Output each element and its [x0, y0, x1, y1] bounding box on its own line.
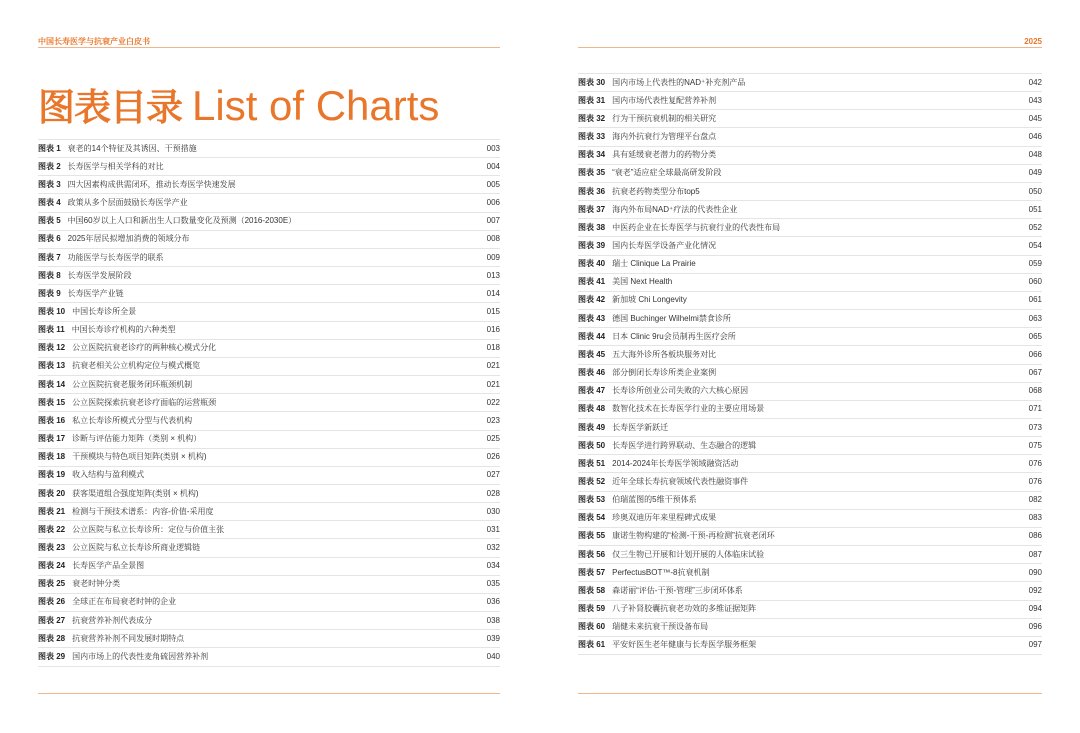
toc-entry-label: 图表 57 — [578, 567, 606, 577]
toc-entry-label: 图表 42 — [578, 295, 606, 305]
toc-entry-page: 021 — [486, 361, 500, 371]
toc-entry-page: 025 — [486, 434, 500, 444]
toc-entry-label: 图表 50 — [578, 440, 606, 450]
toc-entry-page: 045 — [1028, 113, 1042, 123]
toc-entry-label: 图表 31 — [578, 95, 606, 105]
toc-entry-label: 图表 61 — [578, 640, 606, 650]
toc-entry-label: 图表 7 — [38, 252, 61, 262]
toc-entry-title: 国内市场上的代表性麦角硫因营养补剂 — [72, 651, 209, 661]
toc-entry-page: 008 — [486, 234, 500, 244]
toc-entry-label: 图表 26 — [38, 597, 66, 607]
toc-entry-title: 国内市场代表性复配营养补剂 — [612, 95, 717, 105]
toc-entry-title: 近年全球长寿抗衰领域代表性融资事件 — [612, 477, 749, 487]
toc-entry[interactable] — [578, 219, 1042, 237]
toc-entry-page: 034 — [486, 561, 500, 571]
toc-entry-label: 图表 59 — [578, 604, 606, 614]
toc-entry-label: 图表 29 — [38, 651, 66, 661]
toc-entry-title: 衰老的14个特征及其诱因、干预措施 — [67, 143, 197, 153]
toc-entry-page: 049 — [1028, 168, 1042, 178]
toc-entry[interactable] — [578, 437, 1042, 455]
toc-entry-page: 052 — [1028, 222, 1042, 232]
toc-entry-title: 中医药企业在长寿医学与抗衰行业的代表性布局 — [612, 222, 781, 232]
toc-entry-label: 图表 9 — [38, 288, 61, 298]
footer-rule-left — [38, 693, 500, 694]
toc-entry-title: 2014-2024年长寿医学领域融资活动 — [612, 458, 739, 468]
toc-entry-page: 042 — [1028, 77, 1042, 87]
toc-entry-title: 检测与干预技术谱系：内容-价值-采用度 — [72, 506, 214, 516]
toc-entry-page: 071 — [1028, 404, 1042, 414]
toc-entry-page: 007 — [486, 216, 500, 226]
toc-entry-title: 公立医院与私立长寿诊所商业逻辑链 — [72, 543, 201, 553]
toc-entry-page: 076 — [1028, 458, 1042, 468]
header-rule-left — [38, 47, 500, 48]
toc-entry-label: 图表 36 — [578, 186, 606, 196]
toc-entry[interactable] — [38, 612, 500, 630]
toc-entry-page: 009 — [486, 252, 500, 262]
toc-entry-page: 006 — [486, 198, 500, 208]
toc-entry-page: 015 — [486, 306, 500, 316]
toc-entry[interactable] — [38, 630, 500, 648]
toc-entry[interactable] — [578, 401, 1042, 419]
toc-entry-title: 长寿医学发展阶段 — [67, 270, 132, 280]
toc-entry[interactable] — [578, 637, 1042, 655]
toc-entry[interactable] — [578, 74, 1042, 92]
toc-entry-title: 新加坡 Chi Longevity — [612, 295, 687, 305]
toc-entry-label: 图表 14 — [38, 379, 66, 389]
toc-entry-page: 096 — [1028, 622, 1042, 632]
toc-entry-page: 028 — [486, 488, 500, 498]
toc-entry-page: 023 — [486, 415, 500, 425]
toc-entry-title: 中国长寿诊疗机构的六种类型 — [71, 325, 176, 335]
toc-entry-title: 长寿医学产品全景图 — [72, 561, 145, 571]
toc-entry-title: 伯瑞蓝图的5维干预体系 — [612, 495, 697, 505]
toc-entry[interactable] — [38, 340, 500, 358]
toc-entry-title: 长寿医学进行跨界联动、生态融合的逻辑 — [612, 440, 757, 450]
toc-entry-page: 039 — [486, 633, 500, 643]
toc-entry-page: 046 — [1028, 132, 1042, 142]
toc-entry-title: 诊断与评估能力矩阵（类别 × 机构） — [72, 434, 202, 444]
toc-entry-label: 图表 60 — [578, 622, 606, 632]
chart-list-right — [578, 73, 1042, 655]
toc-entry-title: 康诺生物构建的“检测-干预-再检测”抗衰老闭环 — [612, 531, 775, 541]
toc-entry[interactable] — [578, 274, 1042, 292]
toc-entry-page: 066 — [1028, 349, 1042, 359]
toc-entry-label: 图表 34 — [578, 150, 606, 160]
toc-entry-title: 衰老时钟分类 — [72, 579, 121, 589]
toc-entry-title: 功能医学与长寿医学的联系 — [67, 252, 164, 262]
toc-entry-label: 图表 48 — [578, 404, 606, 414]
toc-entry-label: 图表 35 — [578, 168, 606, 178]
toc-entry-page: 040 — [486, 651, 500, 661]
toc-entry-title: 抗衰老药物类型分布top5 — [612, 186, 700, 196]
toc-entry-title: 获客渠道组合强度矩阵(类别 × 机构) — [72, 488, 199, 498]
toc-entry[interactable] — [578, 292, 1042, 310]
toc-entry[interactable] — [578, 619, 1042, 637]
running-header-title: 中国长寿医学与抗衰产业白皮书 — [38, 37, 150, 46]
toc-entry-page: 097 — [1028, 640, 1042, 650]
toc-entry-title: 国内市场上代表性的NAD⁺补充剂产品 — [612, 77, 746, 87]
toc-entry-label: 图表 30 — [578, 77, 606, 87]
toc-entry-page: 087 — [1028, 549, 1042, 559]
toc-entry-label: 图表 22 — [38, 524, 66, 534]
toc-entry-page: 005 — [486, 179, 500, 189]
toc-entry-page: 065 — [1028, 331, 1042, 341]
toc-entry[interactable] — [38, 176, 500, 194]
toc-entry-label: 图表 16 — [38, 415, 66, 425]
toc-entry[interactable] — [38, 539, 500, 557]
page-title — [38, 82, 498, 130]
toc-entry-label: 图表 39 — [578, 240, 606, 250]
toc-entry-page: 083 — [1028, 513, 1042, 523]
toc-entry-title: 抗衰营养补剂不同发展时期特点 — [72, 633, 185, 643]
toc-entry-label: 图表 38 — [578, 222, 606, 232]
toc-entry-page: 031 — [486, 524, 500, 534]
toc-entry-label: 图表 11 — [38, 325, 65, 335]
toc-entry-page: 016 — [486, 325, 500, 335]
toc-entry[interactable] — [578, 110, 1042, 128]
toc-entry-title: “衰老”适应症全球最高研发阶段 — [612, 168, 722, 178]
toc-entry-page: 059 — [1028, 259, 1042, 269]
toc-entry-title: 公立医院抗衰老服务闭环瓶颈机制 — [72, 379, 193, 389]
toc-entry-title: 全球正在布局衰老时钟的企业 — [72, 597, 177, 607]
toc-entry-page: 094 — [1028, 604, 1042, 614]
toc-entry-page: 014 — [486, 288, 500, 298]
toc-entry[interactable] — [38, 485, 500, 503]
toc-entry-label: 图表 49 — [578, 422, 606, 432]
toc-entry[interactable] — [578, 383, 1042, 401]
toc-entry-title: 中国60岁以上人口和新出生人口数量变化及预测（2016-2030E） — [67, 216, 297, 226]
toc-entry-title: 五大海外诊所各板块服务对比 — [612, 349, 717, 359]
toc-entry-page: 067 — [1028, 368, 1042, 378]
toc-entry-page: 061 — [1028, 295, 1042, 305]
toc-entry-title: 平安好医生老年健康与长寿医学服务框架 — [612, 640, 757, 650]
toc-entry[interactable] — [578, 165, 1042, 183]
toc-entry[interactable] — [38, 521, 500, 539]
chart-list-left — [38, 139, 500, 667]
page-title-zh: 图表目录 — [38, 87, 182, 128]
toc-entry-title: 私立长寿诊所模式分型与代表机构 — [72, 415, 193, 425]
toc-entry[interactable] — [578, 128, 1042, 146]
toc-entry-page: 092 — [1028, 585, 1042, 595]
toc-entry-page: 021 — [486, 379, 500, 389]
toc-entry-page: 050 — [1028, 186, 1042, 196]
footer-rule-right — [578, 693, 1042, 694]
toc-entry-title: 具有延缓衰老潜力的药物分类 — [612, 150, 717, 160]
toc-entry[interactable] — [578, 582, 1042, 600]
toc-entry-label: 图表 13 — [38, 361, 66, 371]
toc-entry-title: 公立医院探索抗衰老诊疗面临的运营瓶颈 — [72, 397, 217, 407]
toc-entry-title: 收入结构与盈利模式 — [72, 470, 145, 480]
toc-entry[interactable] — [38, 558, 500, 576]
toc-entry-label: 图表 15 — [38, 397, 66, 407]
toc-entry-title: 海内外抗衰行为管理平台盘点 — [612, 132, 717, 142]
header-rule-right — [578, 47, 1042, 48]
toc-entry[interactable] — [578, 328, 1042, 346]
toc-entry-label: 图表 51 — [578, 458, 606, 468]
toc-entry[interactable] — [38, 648, 500, 666]
toc-entry[interactable] — [578, 365, 1042, 383]
toc-entry-label: 图表 54 — [578, 513, 606, 523]
toc-entry-page: 051 — [1028, 204, 1042, 214]
toc-entry-label: 图表 53 — [578, 495, 606, 505]
toc-entry[interactable] — [578, 310, 1042, 328]
toc-entry-label: 图表 56 — [578, 549, 606, 559]
toc-entry-page: 075 — [1028, 440, 1042, 450]
toc-entry-page: 068 — [1028, 386, 1042, 396]
toc-entry[interactable] — [578, 147, 1042, 165]
toc-entry-page: 035 — [486, 579, 500, 589]
toc-entry-title: 2025年居民拟增加消费的领域分布 — [67, 234, 190, 244]
toc-entry[interactable] — [38, 467, 500, 485]
toc-entry-title: 德国 Buchinger Wilhelmi禁食诊所 — [612, 313, 731, 323]
toc-entry-label: 图表 10 — [38, 306, 66, 316]
toc-entry[interactable] — [38, 503, 500, 521]
toc-entry-page: 043 — [1028, 95, 1042, 105]
toc-entry[interactable] — [38, 376, 500, 394]
toc-entry-page: 060 — [1028, 277, 1042, 287]
toc-entry-label: 图表 33 — [578, 132, 606, 142]
toc-entry[interactable] — [578, 455, 1042, 473]
toc-entry-label: 图表 5 — [38, 216, 61, 226]
toc-entry[interactable] — [38, 158, 500, 176]
toc-entry-page: 073 — [1028, 422, 1042, 432]
toc-entry-label: 图表 8 — [38, 270, 61, 280]
toc-entry-page: 036 — [486, 597, 500, 607]
toc-entry[interactable] — [578, 473, 1042, 491]
toc-entry-page: 026 — [486, 452, 500, 462]
toc-entry-page: 048 — [1028, 150, 1042, 160]
toc-entry-page: 004 — [486, 161, 500, 171]
toc-entry[interactable] — [578, 510, 1042, 528]
toc-entry-title: 公立医院与私立长寿诊所：定位与价值主张 — [72, 524, 225, 534]
toc-entry-title: 行为干预抗衰机制的相关研究 — [612, 113, 717, 123]
toc-entry-page: 054 — [1028, 240, 1042, 250]
running-header-year: 2025 — [1024, 37, 1042, 46]
toc-entry[interactable] — [578, 237, 1042, 255]
toc-entry-label: 图表 6 — [38, 234, 61, 244]
toc-entry-page: 013 — [486, 270, 500, 280]
toc-entry[interactable] — [38, 194, 500, 212]
toc-entry-page: 063 — [1028, 313, 1042, 323]
toc-entry-page: 082 — [1028, 495, 1042, 505]
toc-entry[interactable] — [578, 92, 1042, 110]
toc-entry-title: 部分倒闭长寿诊所类企业案例 — [612, 368, 717, 378]
toc-entry-title: 日本 Clinic 9ru会员制再生医疗会所 — [612, 331, 736, 341]
toc-entry-title: 政策从多个层面鼓励长寿医学产业 — [67, 198, 188, 208]
toc-entry-label: 图表 40 — [578, 259, 606, 269]
toc-entry-page: 032 — [486, 543, 500, 553]
toc-entry[interactable] — [38, 303, 500, 321]
toc-entry-label: 图表 32 — [578, 113, 606, 123]
toc-entry-title: 中国长寿诊所全景 — [72, 306, 137, 316]
toc-entry[interactable] — [38, 285, 500, 303]
toc-entry[interactable] — [38, 322, 500, 340]
toc-entry-label: 图表 23 — [38, 543, 66, 553]
toc-entry-label: 图表 3 — [38, 179, 61, 189]
toc-entry-label: 图表 18 — [38, 452, 66, 462]
toc-entry-title: 抗衰营养补剂代表成分 — [72, 615, 153, 625]
toc-entry[interactable] — [578, 256, 1042, 274]
toc-entry-title: 数智化技术在长寿医学行业的主要应用场景 — [612, 404, 765, 414]
toc-entry-page: 030 — [486, 506, 500, 516]
toc-entry-page: 022 — [486, 397, 500, 407]
toc-entry[interactable] — [38, 576, 500, 594]
toc-entry-label: 图表 45 — [578, 349, 606, 359]
toc-entry-page: 003 — [486, 143, 500, 153]
toc-entry-label: 图表 27 — [38, 615, 66, 625]
toc-entry-label: 图表 20 — [38, 488, 66, 498]
toc-entry[interactable] — [38, 449, 500, 467]
toc-entry-label: 图表 2 — [38, 161, 61, 171]
toc-entry-title: 长寿诊所创业公司失败的六大核心原因 — [612, 386, 749, 396]
toc-entry[interactable] — [38, 140, 500, 158]
toc-entry-label: 图表 4 — [38, 198, 61, 208]
toc-entry[interactable] — [578, 601, 1042, 619]
toc-entry-page: 038 — [486, 615, 500, 625]
toc-entry-page: 090 — [1028, 567, 1042, 577]
toc-entry[interactable] — [38, 231, 500, 249]
toc-entry-title: 长寿医学与相关学科的对比 — [67, 161, 164, 171]
toc-entry-page: 027 — [486, 470, 500, 480]
page-title-en: List of Charts — [192, 82, 440, 129]
toc-entry-label: 图表 58 — [578, 585, 606, 595]
toc-entry-title: 干预模块与特色项目矩阵(类别 × 机构) — [72, 452, 207, 462]
toc-entry[interactable] — [578, 201, 1042, 219]
toc-entry-label: 图表 1 — [38, 143, 61, 153]
toc-entry-title: 海内外布局NAD⁺疗法的代表性企业 — [612, 204, 738, 214]
toc-entry-label: 图表 21 — [38, 506, 66, 516]
toc-entry-title: 美国 Next Health — [612, 277, 673, 287]
toc-entry[interactable] — [38, 431, 500, 449]
toc-entry-title: PerfectusBOT™-8抗衰机制 — [612, 567, 710, 577]
toc-entry-title: 八子补肾胶囊抗衰老功效的多维证据矩阵 — [612, 604, 757, 614]
toc-entry[interactable] — [578, 528, 1042, 546]
toc-entry[interactable] — [38, 594, 500, 612]
toc-entry-page: 076 — [1028, 477, 1042, 487]
toc-entry[interactable] — [578, 346, 1042, 364]
toc-entry-page: 086 — [1028, 531, 1042, 541]
toc-entry-title: 抗衰老相关公立机构定位与模式概览 — [72, 361, 201, 371]
toc-entry-label: 图表 28 — [38, 633, 66, 643]
toc-entry[interactable] — [38, 213, 500, 231]
toc-entry-label: 图表 46 — [578, 368, 606, 378]
toc-entry-title: 珍奥双迪历年来里程碑式成果 — [612, 513, 717, 523]
toc-entry[interactable] — [38, 358, 500, 376]
toc-entry-title: 瑞健未来抗衰干预设备布局 — [612, 622, 709, 632]
toc-entry-title: 瑞士 Clinique La Prairie — [612, 259, 696, 269]
toc-entry-title: 仅三生物已开展和计划开展的人体临床试验 — [612, 549, 765, 559]
toc-entry[interactable] — [578, 419, 1042, 437]
toc-entry-label: 图表 17 — [38, 434, 66, 444]
toc-entry-title: 四大因素构成供需闭环，推动长寿医学快速发展 — [67, 179, 236, 189]
toc-entry[interactable] — [38, 267, 500, 285]
toc-entry[interactable] — [38, 249, 500, 267]
toc-entry-label: 图表 44 — [578, 331, 606, 341]
toc-entry-label: 图表 12 — [38, 343, 66, 353]
toc-entry-label: 图表 43 — [578, 313, 606, 323]
toc-entry-label: 图表 19 — [38, 470, 66, 480]
toc-entry-label: 图表 24 — [38, 561, 66, 571]
toc-entry[interactable] — [578, 546, 1042, 564]
toc-entry-title: 长寿医学产业链 — [67, 288, 124, 298]
toc-entry-title: 长寿医学新跃迁 — [612, 422, 669, 432]
toc-entry-label: 图表 37 — [578, 204, 606, 214]
toc-entry-title: 国内长寿医学设备产业化情况 — [612, 240, 717, 250]
toc-entry-label: 图表 25 — [38, 579, 66, 589]
toc-entry[interactable] — [578, 183, 1042, 201]
toc-entry-label: 图表 55 — [578, 531, 606, 541]
toc-entry-label: 图表 47 — [578, 386, 606, 396]
toc-entry[interactable] — [578, 564, 1042, 582]
toc-entry-page: 018 — [486, 343, 500, 353]
toc-entry-title: 公立医院抗衰老诊疗的两种核心模式分化 — [72, 343, 217, 353]
toc-entry-label: 图表 41 — [578, 277, 606, 287]
toc-entry-title: 森诺丽“评估-干预-管理”三步闭环体系 — [612, 585, 743, 595]
toc-entry-label: 图表 52 — [578, 477, 606, 487]
toc-entry[interactable] — [578, 492, 1042, 510]
toc-entry[interactable] — [38, 394, 500, 412]
toc-entry[interactable] — [38, 412, 500, 430]
